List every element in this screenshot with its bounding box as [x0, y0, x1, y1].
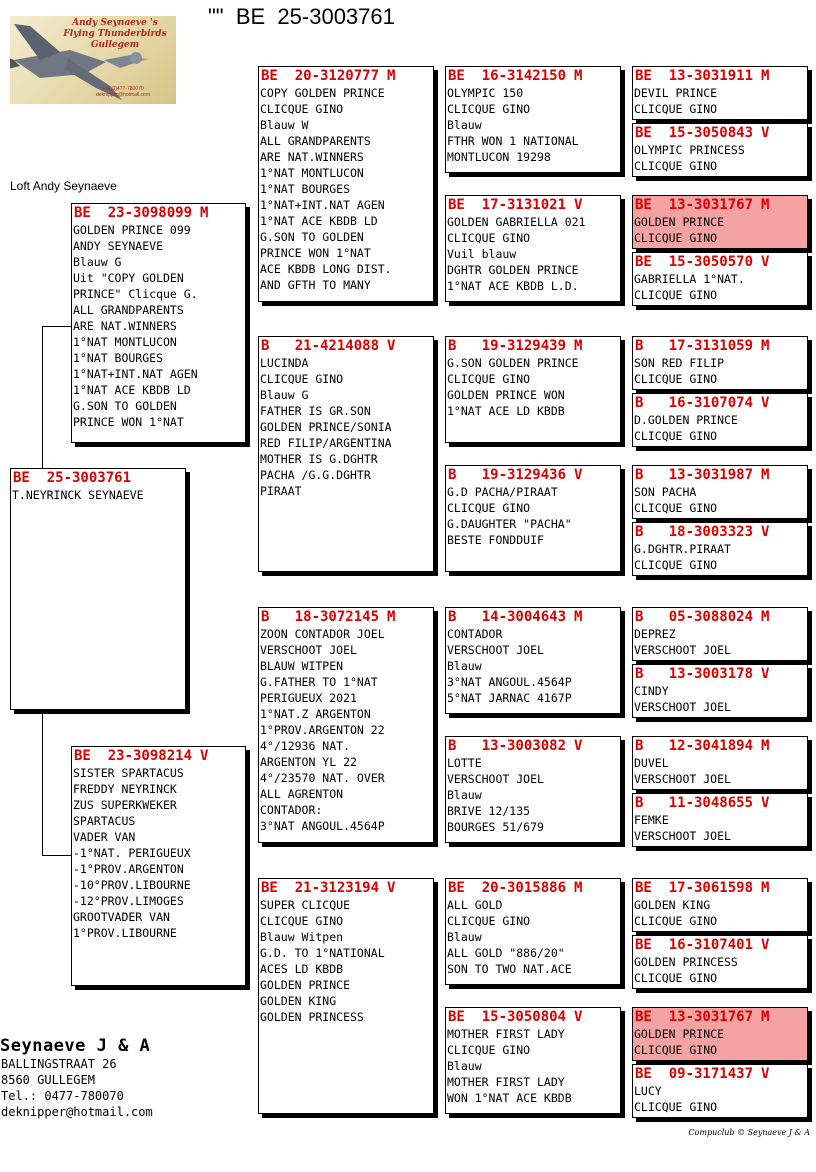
connector-dam-vertical: [42, 710, 43, 856]
pedigree-line: GOLDEN PRINCESS: [634, 955, 738, 969]
pedigree-line: CLICQUE GINO: [634, 429, 718, 443]
ring-number: [259, 879, 433, 897]
sex-marker: M: [761, 880, 770, 896]
pedigree-line: DEVIL PRINCE: [634, 86, 718, 100]
ring-code: B 19-3129436: [448, 467, 567, 483]
pedigree-line: ACES LD KBDB: [260, 962, 344, 976]
pedigree-line: CLICQUE GINO: [447, 914, 531, 928]
pedigree-line: PRINCE WON 1°NAT: [73, 415, 184, 429]
ring-code: BE 23-3098214: [74, 748, 193, 764]
ring-number: [446, 1008, 620, 1026]
sex-marker: M: [387, 609, 396, 625]
owner-name: Seynaeve J & A: [0, 1036, 151, 1056]
ring-code: BE 25-3003761: [13, 470, 132, 486]
pedigree-line: CLICQUE GINO: [634, 159, 718, 173]
sex-marker: M: [761, 1009, 770, 1025]
pedigree-line: SUPER CLICQUE: [260, 898, 351, 912]
logo-place: Gullegem: [90, 40, 140, 50]
pedigree-line: Blauw Witpen: [260, 930, 344, 944]
ring-code: B 05-3088024: [635, 609, 754, 625]
pedigree-line: PRINCE" Clicque G.: [73, 287, 198, 301]
pedigree-line: BOURGES 51/679: [447, 820, 544, 834]
pedigree-line: 3°NAT ANGOUL.4564P: [260, 819, 385, 833]
sex-marker: M: [761, 609, 770, 625]
pedigree-line: SISTER SPARTACUS: [73, 766, 184, 780]
ring-code: B 18-3003323: [635, 524, 754, 540]
pedigree-line: CLICQUE GINO: [634, 971, 718, 985]
pedigree-line: ARE NAT.WINNERS: [73, 319, 177, 333]
pedigree-line: SPARTACUS: [73, 814, 136, 828]
ring-number: [259, 337, 433, 355]
gg-grandparent-card: [632, 878, 808, 932]
sex-marker: M: [574, 68, 583, 84]
ring-number: [446, 737, 620, 755]
great-grandparent-card: [445, 465, 621, 572]
sex-marker: V: [761, 395, 770, 411]
ring-number: [446, 67, 620, 85]
pedigree-line: CLICQUE GINO: [447, 102, 531, 116]
pedigree-line: GOLDEN PRINCE: [260, 978, 351, 992]
grandparent-card: [258, 336, 434, 572]
gg-grandparent-card: [632, 736, 808, 790]
owner-block: [0, 1036, 153, 1120]
pedigree-line: VERSCHOOT JOEL: [447, 772, 544, 786]
ring-number: [446, 608, 620, 626]
pedigree-line: CLICQUE GINO: [447, 501, 531, 515]
pedigree-line: ALL GOLD: [447, 898, 503, 912]
pedigree-line: PIRAAT: [260, 484, 302, 498]
pedigree-line: VERSCHOOT JOEL: [634, 700, 731, 714]
gg-grandparent-card: [632, 1064, 808, 1118]
pedigree-line: LOTTE: [447, 756, 482, 770]
ring-number: [11, 469, 185, 487]
dam-card: [71, 746, 246, 986]
pedigree-line: GOLDEN PRINCE/SONIA: [260, 420, 392, 434]
ring-number: [633, 67, 807, 85]
pedigree-line: ARE NAT.WINNERS: [260, 150, 364, 164]
owner-street: BALLINGSTRAAT 26: [1, 1057, 117, 1071]
gg-grandparent-card: [632, 935, 808, 989]
pedigree-line: CLICQUE GINO: [634, 558, 718, 572]
ring-number: [633, 936, 807, 954]
pedigree-line: Blauw G: [260, 388, 309, 402]
sex-marker: V: [200, 748, 209, 764]
ring-code: BE 15-3050843: [635, 125, 754, 141]
ring-number: [259, 608, 433, 626]
ring-code: BE 16-3142150: [448, 68, 567, 84]
pedigree-line: -12°PROV.LIMOGES: [73, 894, 184, 908]
pedigree-line: CONTADOR: [447, 627, 503, 641]
pedigree-line: MOTHER IS G.DGHTR: [260, 452, 378, 466]
owner-email: deknipper@hotmail.com: [1, 1105, 153, 1119]
ring-number: [633, 879, 807, 897]
pedigree-line: GOLDEN PRINCE WON: [447, 388, 565, 402]
pedigree-line: ZOON CONTADOR JOEL: [260, 627, 385, 641]
great-grandparent-card: [445, 736, 621, 843]
great-grandparent-card: [445, 195, 621, 302]
ring-code: BE 15-3050570: [635, 254, 754, 270]
pedigree-line: MOTHER FIRST LADY: [447, 1075, 565, 1089]
gg-grandparent-card: [632, 1007, 808, 1061]
pedigree-line: G.FATHER TO 1°NAT: [260, 675, 378, 689]
ring-code: B 19-3129439: [448, 338, 567, 354]
pedigree-line: 1°NAT BOURGES: [260, 182, 351, 196]
pedigree-line: GOLDEN PRINCE: [634, 1027, 725, 1041]
ring-code: B 21-4214088: [261, 338, 380, 354]
title-ring: BE 25-3003761: [235, 4, 395, 29]
grandparent-card: [258, 607, 434, 843]
pedigree-line: GROOTVADER VAN: [73, 910, 170, 924]
pedigree-line: 1°NAT ACE LD KBDB: [447, 404, 565, 418]
ring-number: [72, 747, 245, 765]
sex-marker: M: [200, 205, 209, 221]
pedigree-line: VERSCHOOT JOEL: [634, 643, 731, 657]
pedigree-line: SON TO TWO NAT.ACE: [447, 962, 572, 976]
ring-number: [72, 204, 245, 222]
ring-code: BE 23-3098099: [74, 205, 193, 221]
pedigree-line: MOTHER FIRST LADY: [447, 1027, 565, 1041]
pedigree-line: Blauw W: [260, 118, 309, 132]
sex-marker: M: [761, 197, 770, 213]
pedigree-line: ALL GRANDPARENTS: [73, 303, 184, 317]
pedigree-line: CLICQUE GINO: [634, 1043, 718, 1057]
sex-marker: M: [761, 338, 770, 354]
ring-number: [446, 879, 620, 897]
ring-number: [633, 523, 807, 541]
sire-card: [71, 203, 246, 443]
sex-marker: V: [761, 125, 770, 141]
pedigree-line: DUVEL: [634, 756, 669, 770]
pedigree-line: ACE KBDB LONG DIST.: [260, 262, 392, 276]
sex-marker: V: [574, 1009, 583, 1025]
pedigree-line: SON PACHA: [634, 485, 697, 499]
ring-code: BE 17-3131021: [448, 197, 567, 213]
ring-code: B 17-3131059: [635, 338, 754, 354]
pedigree-line: ANDY SEYNAEVE: [73, 239, 164, 253]
ring-code: B 14-3004643: [448, 609, 567, 625]
ring-number: [633, 608, 807, 626]
pedigree-line: 1°PROV.LIBOURNE: [73, 926, 177, 940]
ring-code: BE 15-3050804: [448, 1009, 567, 1025]
pedigree-line: OLYMPIC PRINCESS: [634, 143, 745, 157]
ring-code: B 11-3048655: [635, 795, 754, 811]
gg-grandparent-card: [632, 393, 808, 447]
sex-marker: V: [761, 666, 770, 682]
pedigree-line: CLICQUE GINO: [634, 372, 718, 386]
grandparent-card: [258, 878, 434, 1114]
pedigree-line: Uit "COPY GOLDEN: [73, 271, 184, 285]
pedigree-line: -10°PROV.LIBOURNE: [73, 878, 191, 892]
pedigree-line: Vuil blauw: [447, 247, 517, 261]
pedigree-line: 4°/12936 NAT.: [260, 739, 351, 753]
pedigree-line: RED FILIP/ARGENTINA: [260, 436, 392, 450]
pedigree-line: CLICQUE GINO: [260, 914, 344, 928]
pedigree-line: DEPREZ: [634, 627, 676, 641]
pedigree-line: G.D PACHA/PIRAAT: [447, 485, 558, 499]
pedigree-line: SON RED FILIP: [634, 356, 725, 370]
gg-grandparent-card: [632, 123, 808, 177]
gg-grandparent-card: [632, 336, 808, 390]
sex-marker: M: [761, 467, 770, 483]
pedigree-line: 1°NAT BOURGES: [73, 351, 164, 365]
sex-marker: M: [574, 338, 583, 354]
ring-code: BE 20-3015886: [448, 880, 567, 896]
ring-code: BE 13-3031767: [635, 1009, 754, 1025]
ring-number: [633, 394, 807, 412]
gg-grandparent-card: [632, 664, 808, 718]
pedigree-line: CINDY: [634, 684, 669, 698]
pedigree-line: COPY GOLDEN PRINCE: [260, 86, 385, 100]
sex-marker: V: [761, 795, 770, 811]
sex-marker: M: [761, 738, 770, 754]
pedigree-line: 1°NAT.Z ARGENTON: [260, 707, 371, 721]
pedigree-line: G.DGHTR.PIRAAT: [634, 542, 731, 556]
great-grandparent-card: [445, 336, 621, 443]
pedigree-line: G.SON TO GOLDEN: [260, 230, 364, 244]
pedigree-line: Blauw: [447, 930, 482, 944]
great-grandparent-card: [445, 66, 621, 173]
sex-marker: V: [387, 880, 396, 896]
gg-grandparent-card: [632, 522, 808, 576]
logo-phone: +32(0)477-780070: [102, 86, 144, 92]
sex-marker: V: [574, 467, 583, 483]
ring-code: BE 13-3031911: [635, 68, 754, 84]
gg-grandparent-card: [632, 66, 808, 120]
ring-number: [446, 466, 620, 484]
ring-code: B 18-3072145: [261, 609, 380, 625]
logo-subtitle: Flying Thunderbirds: [63, 29, 167, 39]
ring-number: [633, 124, 807, 142]
ring-number: [259, 67, 433, 85]
ring-code: B 12-3041894: [635, 738, 754, 754]
pedigree-line: DGHTR GOLDEN PRINCE: [447, 263, 579, 277]
ring-code: BE 13-3031767: [635, 197, 754, 213]
pedigree-line: GOLDEN KING: [634, 898, 711, 912]
pedigree-line: G.D. TO 1°NATIONAL: [260, 946, 385, 960]
pedigree-line: BESTE FONDDUIF: [447, 533, 544, 547]
ring-number: [446, 337, 620, 355]
owner-phone: Tel.: 0477-780070: [1, 1089, 124, 1103]
pedigree-line: FEMKE: [634, 813, 669, 827]
pedigree-line: Blauw: [447, 659, 482, 673]
pedigree-line: PERIGUEUX 2021: [260, 691, 357, 705]
ring-code: BE 16-3107401: [635, 937, 754, 953]
great-grandparent-card: [445, 878, 621, 985]
pedigree-line: G.DAUGHTER "PACHA": [447, 517, 572, 531]
pedigree-line: G.SON GOLDEN PRINCE: [447, 356, 579, 370]
pedigree-line: GOLDEN KING: [260, 994, 337, 1008]
ring-number: [633, 253, 807, 271]
ring-code: BE 20-3120777: [261, 68, 380, 84]
pedigree-line: VERSCHOOT JOEL: [260, 643, 357, 657]
pedigree-line: GOLDEN GABRIELLA 021: [447, 215, 586, 229]
pedigree-line: ARGENTON YL 22: [260, 755, 357, 769]
pedigree-line: 3°NAT ANGOUL.4564P: [447, 675, 572, 689]
pedigree-line: CLICQUE GINO: [260, 372, 344, 386]
footer-credit: Compuclub © Seynaeve J & A: [688, 1128, 810, 1137]
pedigree-line: GOLDEN PRINCE: [634, 215, 725, 229]
pedigree-line: Blauw: [447, 1059, 482, 1073]
pedigree-line: VADER VAN: [73, 830, 136, 844]
pedigree-line: ALL GRANDPARENTS: [260, 134, 371, 148]
great-grandparent-card: [445, 1007, 621, 1114]
pedigree-line: CLICQUE GINO: [447, 1043, 531, 1057]
sex-marker: M: [574, 880, 583, 896]
page-title: [208, 4, 395, 30]
ring-number: [633, 737, 807, 755]
great-grandparent-card: [445, 607, 621, 714]
pedigree-line: WON 1°NAT ACE KBDB: [447, 1091, 572, 1105]
gg-grandparent-card: [632, 252, 808, 306]
subject-card: [10, 468, 186, 710]
pedigree-line: CLICQUE GINO: [634, 914, 718, 928]
pedigree-line: CLICQUE GINO: [447, 372, 531, 386]
pedigree-line: VERSCHOOT JOEL: [447, 643, 544, 657]
connector-dam: [42, 855, 71, 856]
ring-code: B 13-3031987: [635, 467, 754, 483]
title-quote: "": [208, 4, 224, 29]
pedigree-line: ZUS SUPERKWEKER: [73, 798, 177, 812]
pedigree-line: -1°PROV.ARGENTON: [73, 862, 184, 876]
gg-grandparent-card: [632, 465, 808, 519]
pedigree-line: CLICQUE GINO: [634, 501, 718, 515]
sex-marker: M: [574, 609, 583, 625]
ring-code: B 16-3107074: [635, 395, 754, 411]
sex-marker: V: [761, 1066, 770, 1082]
pedigree-line: 1°NAT+INT.NAT AGEN: [73, 367, 198, 381]
pedigree-line: CLICQUE GINO: [634, 288, 718, 302]
pedigree-line: CLICQUE GINO: [634, 231, 718, 245]
pedigree-line: GOLDEN PRINCE 099: [73, 223, 191, 237]
pedigree-line: Blauw: [447, 118, 482, 132]
pedigree-line: ALL GOLD "886/20": [447, 946, 565, 960]
pedigree-line: -1°NAT. PERIGUEUX: [73, 846, 191, 860]
pedigree-line: 1°NAT ACE KBDB L.D.: [447, 279, 579, 293]
sex-marker: M: [387, 68, 396, 84]
pedigree-line: 1°NAT MONTLUCON: [73, 335, 177, 349]
pedigree-line: 1°NAT+INT.NAT AGEN: [260, 198, 385, 212]
ring-number: [633, 1008, 807, 1026]
pedigree-line: G.SON TO GOLDEN: [73, 399, 177, 413]
pedigree-line: 1°NAT MONTLUCON: [260, 166, 364, 180]
logo-title: Andy Seynaeve 's: [72, 18, 158, 28]
sex-marker: V: [574, 197, 583, 213]
ring-number: [633, 794, 807, 812]
sex-marker: V: [387, 338, 396, 354]
pedigree-line: CLICQUE GINO: [634, 1100, 718, 1114]
connector-sire-vertical: [42, 326, 43, 468]
loft-logo: [10, 16, 176, 104]
pedigree-line: FTHR WON 1 NATIONAL: [447, 134, 579, 148]
ring-number: [633, 196, 807, 214]
ring-number: [633, 665, 807, 683]
pedigree-line: BLAUW WITPEN: [260, 659, 344, 673]
ring-code: BE 21-3123194: [261, 880, 380, 896]
pedigree-line: CLICQUE GINO: [260, 102, 344, 116]
owner-city: 8560 GULLEGEM: [1, 1073, 95, 1087]
pedigree-line: GOLDEN PRINCESS: [260, 1010, 364, 1024]
pedigree-line: MONTLUCON 19298: [447, 150, 551, 164]
pedigree-line: 1°NAT ACE KBDB LD: [73, 383, 191, 397]
pedigree-line: T.NEYRINCK SEYNAEVE: [12, 488, 144, 502]
ring-number: [633, 337, 807, 355]
ring-code: B 13-3003082: [448, 738, 567, 754]
pedigree-line: BRIVE 12/135: [447, 804, 531, 818]
pedigree-line: AND GFTH TO MANY: [260, 278, 371, 292]
connector-sire: [42, 326, 71, 327]
pedigree-line: CLICQUE GINO: [634, 102, 718, 116]
sex-marker: V: [574, 738, 583, 754]
sex-marker: V: [761, 937, 770, 953]
pedigree-line: VERSCHOOT JOEL: [634, 829, 731, 843]
ring-code: B 13-3003178: [635, 666, 754, 682]
gg-grandparent-card: [632, 195, 808, 249]
sex-marker: V: [761, 524, 770, 540]
ring-number: [446, 196, 620, 214]
pedigree-line: D.GOLDEN PRINCE: [634, 413, 738, 427]
pedigree-line: PACHA /G.G.DGHTR: [260, 468, 371, 482]
ring-code: BE 17-3061598: [635, 880, 754, 896]
pedigree-line: ALL AGRENTON: [260, 787, 344, 801]
pedigree-line: CLICQUE GINO: [447, 231, 531, 245]
ring-number: [633, 1065, 807, 1083]
pedigree-line: 5°NAT JARNAC 4167P: [447, 691, 572, 705]
pedigree-line: Blauw G: [73, 255, 122, 269]
pedigree-line: PRINCE WON 1°NAT: [260, 246, 371, 260]
pedigree-line: FATHER IS GR.SON: [260, 404, 371, 418]
ring-code: BE 09-3171437: [635, 1066, 754, 1082]
ring-number: [633, 466, 807, 484]
sex-marker: V: [761, 254, 770, 270]
gg-grandparent-card: [632, 793, 808, 847]
pedigree-line: VERSCHOOT JOEL: [634, 772, 731, 786]
pedigree-line: 1°PROV.ARGENTON 22: [260, 723, 385, 737]
pedigree-line: OLYMPIC 150: [447, 86, 524, 100]
pedigree-line: LUCY: [634, 1084, 662, 1098]
pedigree-line: 4°/23570 NAT. OVER: [260, 771, 385, 785]
loft-label: Loft Andy Seynaeve: [10, 179, 117, 193]
pedigree-line: LUCINDA: [260, 356, 309, 370]
gg-grandparent-card: [632, 607, 808, 661]
pedigree-line: 1°NAT ACE KBDB LD: [260, 214, 378, 228]
logo-email: deknipper@hotmail.com: [96, 92, 150, 98]
pedigree-line: FREDDY NEYRINCK: [73, 782, 177, 796]
pedigree-line: GABRIELLA 1°NAT.: [634, 272, 745, 286]
pedigree-line: Blauw: [447, 788, 482, 802]
sex-marker: M: [761, 68, 770, 84]
pedigree-line: CONTADOR:: [260, 803, 323, 817]
grandparent-card: [258, 66, 434, 302]
